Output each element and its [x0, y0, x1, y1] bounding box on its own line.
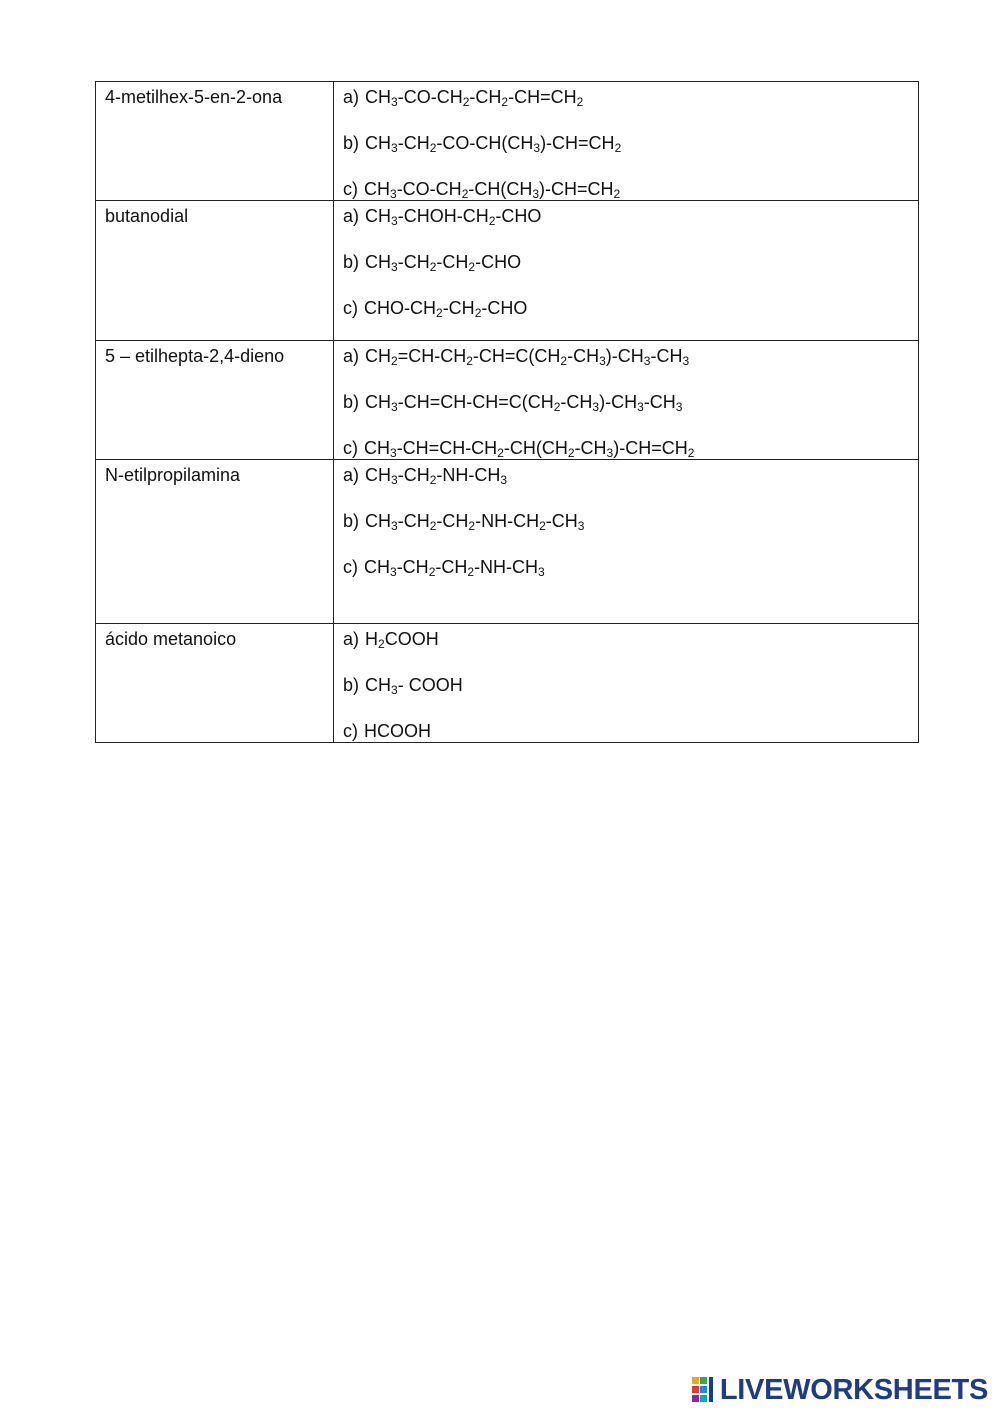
- option-letter: c): [343, 438, 358, 458]
- option-letter: c): [343, 721, 358, 741]
- option-formula: $CH_3-$ COOH: [365, 675, 463, 697]
- option-formula: $CH_3-CH_2-CH_2$-CHO: [365, 252, 522, 274]
- formula-options: [334, 201, 919, 341]
- compound-name: N-etilpropilamina: [96, 460, 334, 624]
- option-formula: $CH_3-CH_2-CH_2-NH-CH_2-CH_3$: [365, 511, 585, 533]
- liveworksheets-brand: [692, 1374, 988, 1406]
- formula-option: [343, 674, 909, 696]
- formula-option: [343, 437, 909, 459]
- compound-name: 5 – etilhepta-2,4-dieno: [96, 341, 334, 460]
- option-formula: $CH_3-CH_2-CH_2-NH-CH_3$: [364, 557, 545, 579]
- formula-option: [343, 251, 909, 273]
- formula-option: [343, 628, 909, 650]
- option-formula: $CH_3-CH=CH-CH_2-CH(CH_2-CH_3)-CH=CH_2$: [364, 438, 695, 460]
- option-formula: $H_2COOH$: [365, 629, 439, 651]
- brand-wordmark: LIVEWORKSHEETS: [719, 1374, 988, 1406]
- table-row: [96, 624, 919, 743]
- option-formula: $CH_3-CH_2-CO-CH(CH_3)-CH=CH_2$: [365, 133, 622, 155]
- formula-option: [343, 464, 909, 486]
- option-letter: a): [343, 346, 360, 366]
- formula-options: [334, 460, 919, 624]
- formula-option: [343, 556, 909, 578]
- option-letter: a): [343, 629, 360, 649]
- nomenclature-table: [95, 81, 919, 743]
- table-row: [96, 201, 919, 341]
- option-formula: CHO-$CH_2-CH_2$-CHO: [364, 298, 528, 320]
- option-letter: b): [343, 252, 360, 272]
- formula-options: [334, 82, 919, 201]
- option-formula: HCOOH: [364, 721, 431, 741]
- option-letter: c): [343, 557, 358, 577]
- formula-option: [343, 132, 909, 154]
- option-letter: a): [343, 206, 360, 226]
- table-row: [96, 82, 919, 201]
- option-letter: c): [343, 298, 358, 318]
- liveworksheets-logo-icon: [692, 1377, 716, 1403]
- compound-name: butanodial: [96, 201, 334, 341]
- option-letter: b): [343, 392, 360, 412]
- table-row: [96, 460, 919, 624]
- option-letter: c): [343, 179, 358, 199]
- formula-option: [343, 205, 909, 227]
- formula-option: [343, 720, 909, 742]
- option-letter: a): [343, 465, 360, 485]
- option-letter: b): [343, 511, 360, 531]
- option-formula: $CH_3-CO-CH_2-CH(CH_3)-CH=CH_2$: [364, 179, 621, 201]
- formula-option: [343, 178, 909, 200]
- option-letter: b): [343, 675, 360, 695]
- formula-option: [343, 510, 909, 532]
- option-formula: $CH_3-CH_2-NH-CH_3$: [365, 465, 508, 487]
- option-letter: b): [343, 133, 360, 153]
- table-row: [96, 341, 919, 460]
- table-body: [96, 82, 919, 743]
- option-formula: $CH_3-CO-CH_2-CH_2-CH=CH_2$: [365, 87, 584, 109]
- option-letter: a): [343, 87, 360, 107]
- compound-name: ácido metanoico: [96, 624, 334, 743]
- option-formula: $CH_3-CH=CH-CH=C(CH_2-CH_3)-CH_3-CH_3$: [365, 392, 683, 414]
- option-formula: $CH_3-CHOH-CH_2$-CHO: [365, 206, 542, 228]
- compound-name: 4-metilhex-5-en-2-ona: [96, 82, 334, 201]
- formula-options: [334, 341, 919, 460]
- formula-option: [343, 297, 909, 319]
- option-formula: $CH_2=CH-CH_2-CH=C(CH_2-CH_3)-CH_3-CH_3$: [365, 346, 690, 368]
- formula-option: [343, 391, 909, 413]
- formula-options: [334, 624, 919, 743]
- formula-option: [343, 345, 909, 367]
- formula-option: [343, 86, 909, 108]
